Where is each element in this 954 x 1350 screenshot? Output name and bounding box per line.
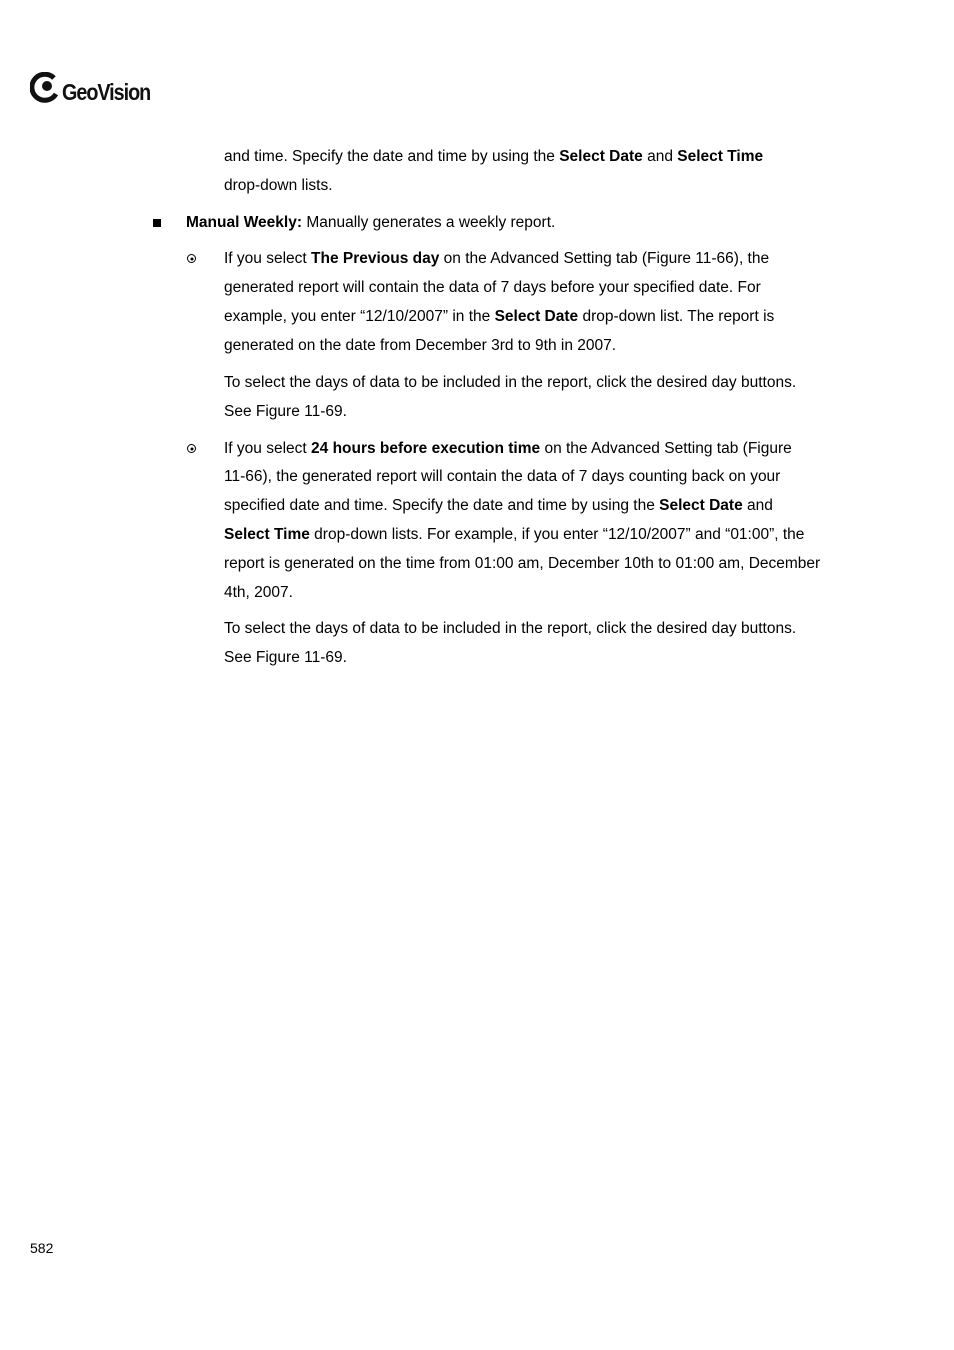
sub2-para2-line-2: See Figure 11-69. bbox=[224, 649, 347, 666]
sub1-line-2: generated report will contain the data of 7 days before your specified date. For bbox=[224, 279, 761, 296]
sub2-line-1: If you select 24 hours before execution time on the Advanced Setting tab (Figure bbox=[224, 440, 792, 457]
sub2-line-5: report is generated on the time from 01:00 am, December 10th to 01:00 am, December bbox=[224, 555, 821, 572]
sub1-para2-line-1: To select the days of data to be included in the report, click the desired day buttons. bbox=[224, 374, 797, 391]
sub1-para2-line-2: See Figure 11-69. bbox=[224, 403, 347, 420]
geovision-logo bbox=[30, 72, 165, 104]
continuation-line-1: and time. Specify the date and time by using the Select Date and Select Time bbox=[224, 148, 764, 165]
sub2-line-3: specified date and time. Specify the date and time by using the Select Date and bbox=[224, 497, 773, 514]
logo-text: GeoVision bbox=[62, 79, 151, 105]
sub1-line-3: example, you enter “12/10/2007” in the Select Date drop-down list. The report is bbox=[224, 308, 775, 325]
circle-bullet-icon bbox=[187, 444, 196, 453]
sub2-para2-line-1: To select the days of data to be included in the report, click the desired day buttons. bbox=[224, 620, 797, 637]
page-number: 582 bbox=[30, 1240, 54, 1256]
continuation-line-2: drop-down lists. bbox=[224, 177, 333, 194]
logo-swirl-icon bbox=[30, 72, 60, 104]
sub2-line-4: Select Time drop-down lists. For example, if you enter “12/10/2007” and “01:00”, the bbox=[224, 526, 805, 543]
sub2-line-2: 11-66), the generated report will contain the data of 7 days counting back on your bbox=[224, 468, 781, 485]
manual-weekly-item: Manual Weekly: Manually generates a weekly report. bbox=[186, 214, 556, 231]
square-bullet-icon bbox=[153, 219, 161, 227]
sub1-line-1: If you select The Previous day on the Advanced Setting tab (Figure 11-66), the bbox=[224, 250, 770, 267]
sub1-line-4: generated on the date from December 3rd to 9th in 2007. bbox=[224, 337, 617, 354]
sub2-line-6: 4th, 2007. bbox=[224, 584, 293, 601]
circle-bullet-icon bbox=[187, 254, 196, 263]
